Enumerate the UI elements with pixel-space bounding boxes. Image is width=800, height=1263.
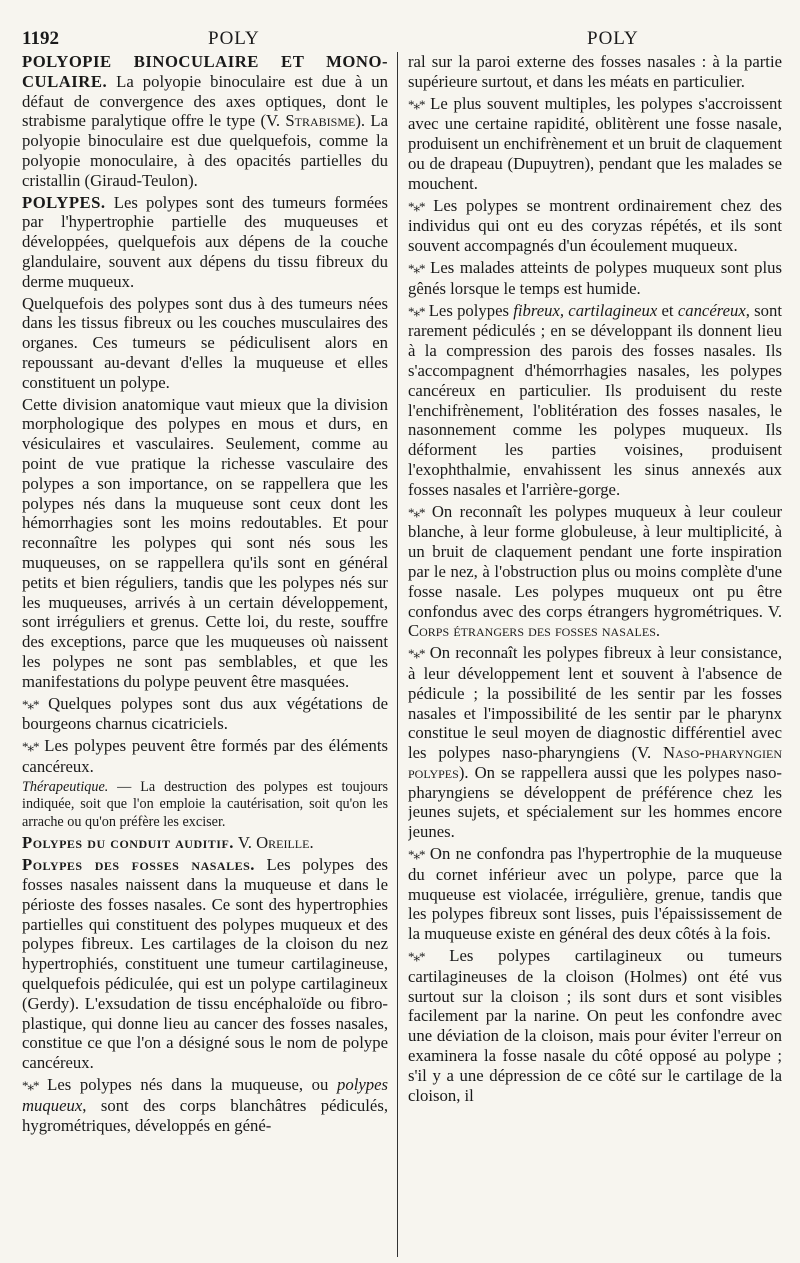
paragraph <box>408 502 782 642</box>
left-running-head: POLY <box>208 28 260 49</box>
paragraph-text: Le plus souvent multiples, les polypes s'accroissent avec une certaine rapidité, oblitèrent une fosse nasale, produisent un enchifrènement et un bruit de claquement ou de drapeau (Dupuytren), pendant que les malades se mouchent. <box>408 93 782 193</box>
paragraph-text: , sont rarement pédiculés ; en se développant ils donnent lieu à la compression des parois des fosses nasales. Ils s'accompagnent d'hémorrhagies nasales, les polypes cancéreux en particulier. Ils produisent du reste l'enchifrènement, l'oblitération des fosses nasales, le nasonnement comme les polypes muqueux. Ils déforment les parties voisines, produisent l'exophthalmie, envahissent les sinus annexés aux fosses nasales et l'arrière-gorge. <box>408 300 782 499</box>
paragraph <box>22 736 388 777</box>
paragraph-text: Les malades atteints de polypes muqueux sont plus gênés lorsque le temps est humide. <box>408 257 782 298</box>
asterism-icon: *⁎* <box>408 303 425 319</box>
asterism-icon: *⁎* <box>22 696 39 712</box>
paragraph-text: La polyopie binoculaire est due à un défaut de convergence des axes optiques, dont le strabisme paralytique offre le type (V. <box>22 71 388 131</box>
right-running-head: POLY <box>587 28 639 49</box>
paragraph <box>22 395 388 692</box>
paragraph-text: et <box>657 300 678 320</box>
asterism-icon: *⁎* <box>408 646 425 662</box>
paragraph <box>22 294 388 393</box>
entry-headword: Polypes du conduit auditif. <box>22 833 234 853</box>
entry-headword: Polypes des fosses nasales. <box>22 855 255 875</box>
paragraph <box>408 196 782 256</box>
paragraph-text: Quelques polypes sont dus aux végétations de bourgeons charnus cicatriciels. <box>22 693 388 734</box>
asterism-icon: *⁎* <box>408 198 425 214</box>
left-column <box>22 52 388 1257</box>
paragraph-text: Les polypes nés dans la muqueuse, ou <box>38 1075 338 1095</box>
italic-label: Thérapeutique. <box>22 778 109 795</box>
paragraph <box>22 694 388 735</box>
cross-reference: Corps étrangers des fosses nasales <box>408 621 656 641</box>
paragraph <box>22 1075 388 1135</box>
paragraph-text: ). On se rappellera aussi que les polypes naso-pharyngiens se développent de préférence chez les jeunes sujets, et spécialement sur les hommes encore jeunes. <box>408 762 782 842</box>
asterism-icon: *⁎* <box>408 949 425 965</box>
paragraph <box>408 52 782 92</box>
right-column <box>408 52 782 1257</box>
column-rule <box>397 52 398 1257</box>
italic-term: polypes muqueux <box>22 1075 388 1115</box>
paragraph-text: Les polypes <box>424 300 514 320</box>
paragraph-text: On reconnaît les polypes muqueux à leur couleur blanche, à leur forme globuleuse, à leur multiplicité, à un bruit de claquement pendant une forte inspiration par le nez, à l'obstruction plus ou moins complète d'une fosse nasale. Les polypes muqueux ont pu être confondus avec des corps étrangers hygrométriques. V. <box>408 501 782 621</box>
paragraph <box>408 643 782 842</box>
cross-reference: Naso-pharyngien polypes <box>408 743 782 782</box>
paragraph <box>408 94 782 194</box>
paragraph <box>22 52 388 191</box>
asterism-icon: *⁎* <box>408 260 425 276</box>
paragraph <box>22 833 388 853</box>
text-columns <box>22 52 784 1257</box>
page-header <box>22 22 782 54</box>
page-number: 1192 <box>22 28 59 49</box>
paragraph-text: Les polypes sont des tumeurs formées par l'hypertrophie partielle des muqueuses et développées, quelquefois aux dépens de la couche glandulaire, souvent aux dépens du tissu fibreux du derme muqueux. <box>22 192 388 291</box>
paragraph-text: ). La polyopie binoculaire est due quelquefois, comme la polyopie monoculaire, à des opacités partielles du cristallin (Giraud-Teulon). <box>22 111 388 190</box>
paragraph-text: V. <box>233 833 257 853</box>
asterism-icon: *⁎* <box>22 739 39 755</box>
italic-term: cancéreux <box>677 300 746 320</box>
entry-headword: POLYOPIE BINOCULAIRE ET MONO-CULAIRE. <box>22 52 388 91</box>
asterism-icon: *⁎* <box>408 96 425 112</box>
paragraph <box>22 779 388 832</box>
entry-headword: POLYPES. <box>22 192 106 212</box>
paragraph-text: . <box>309 833 314 853</box>
paragraph <box>22 855 388 1073</box>
cross-reference: Strabisme <box>285 111 356 131</box>
paragraph-text: On ne confondra pas l'hypertrophie de la muqueuse du cornet inférieur avec un polype, parce que la muqueuse est violacée, irrégulière, grenue, tandis que les polypes fibreux sont lisses, puis l'épaississement de la muqueuse existe en général des deux côtés à la fois. <box>408 844 782 944</box>
paragraph-text: ral sur la paroi externe des fosses nasales : à la partie supérieure surtout, et dans les méats en particulier. <box>408 52 782 91</box>
paragraph-text: Cette division anatomique vaut mieux que la division morphologique des polypes en mous et durs, en vésiculaires et vasculaires. Seulement, comme au point de vue pratique la richesse vasculaire des polypes a son importance, on se rappellera que les polypes nés dans la muqueuse sont ceux dont les hémorrhagies sont les moins redoutables. Et pour reconnaître les polypes qui sont nés sous les muqueuses, on se rappellera qu'ils sont en général petits et bien réguliers, tandis que les polypes nés sur les muqueuses, arrivés à un certain développement, sont irréguliers et grenus. Cette loi, du reste, souffre des exceptions, parce que les muqueuses où naissent les polypes ne sont pas semblables, et que les manifestations du polype peuvent être masquées. <box>22 394 388 691</box>
paragraph-text: Les polypes cartilagineux ou tumeurs cartilagineuses de la cloison (Holmes) ont été vus surtout sur la cloison ; ils sont durs et sont visibles facilement par la narine. On peut les confondre avec une déviation de la cloison, mais pour éviter l'erreur on examinera la fosse nasale du côté opposé au polype ; s'il y a une dépression de ce côté sur le cartilage de la cloison, il <box>408 946 782 1105</box>
asterism-icon: *⁎* <box>408 504 425 520</box>
paragraph-text: Les polypes se montrent ordinairement chez des individus qui ont eu des coryzas répétés, et ils sont souvent accompagnés d'un écoulement muqueux. <box>408 195 782 256</box>
asterism-icon: *⁎* <box>22 1078 39 1094</box>
cross-reference: Oreille <box>256 833 310 853</box>
paragraph <box>22 193 388 292</box>
paragraph-text: Les polypes peuvent être formés par des éléments cancéreux. <box>22 736 388 776</box>
paragraph-text: Quelquefois des polypes sont dus à des tumeurs nées dans les tissus fibreux ou les couches musculaires des organes. Ces tumeurs se pédiculisent alors en repoussant au-devant d'elles la muqueuse et elles constituent un polype. <box>22 293 388 392</box>
paragraph-text: Les polypes des fosses nasales naissent dans la muqueuse et dans le périoste des fosses nasales. Ce sont des hypertrophies partielles qui constituent des polypes muqueux et des polypes fibreux. Les cartilages de la cloison du nez hypertrophiés, constituent une tumeur cartilagineuse, quelquefois pédiculée, qui est un polype cartilagineux (Gerdy). L'exsudation de tissu encéphaloïde ou fibro-plastique, qui donne lieu au cancer des fosses nasales, constitue ce que l'on a désigné sous le nom de polype cancéreux. <box>22 855 388 1073</box>
paragraph-text: — La destruction des polypes est toujours indiquée, soit que l'on emploie la cautérisation, soit qu'on les arrache ou qu'on préfère les exciser. <box>22 778 388 830</box>
paragraph-text: , sont des corps blanchâtres pédiculés, hygrométriques, développés en géné- <box>22 1095 388 1135</box>
paragraph <box>408 946 782 1105</box>
paragraph-text: On reconnaît les polypes fibreux à leur consistance, à leur développement lent et souvent à l'absence de pédicule ; la possibilité de les sentir par les fosses nasales et l'impossibilité de les sentir par le pharynx constitue le seul moyen de diagnostic différentiel avec les polypes naso-pharyngiens (V. <box>408 643 782 763</box>
asterism-icon: *⁎* <box>408 847 425 863</box>
paragraph <box>408 258 782 299</box>
paragraph <box>408 301 782 500</box>
paragraph-text: . <box>655 621 661 641</box>
italic-term: fibreux, cartilagineux <box>513 300 658 320</box>
paragraph <box>408 844 782 944</box>
